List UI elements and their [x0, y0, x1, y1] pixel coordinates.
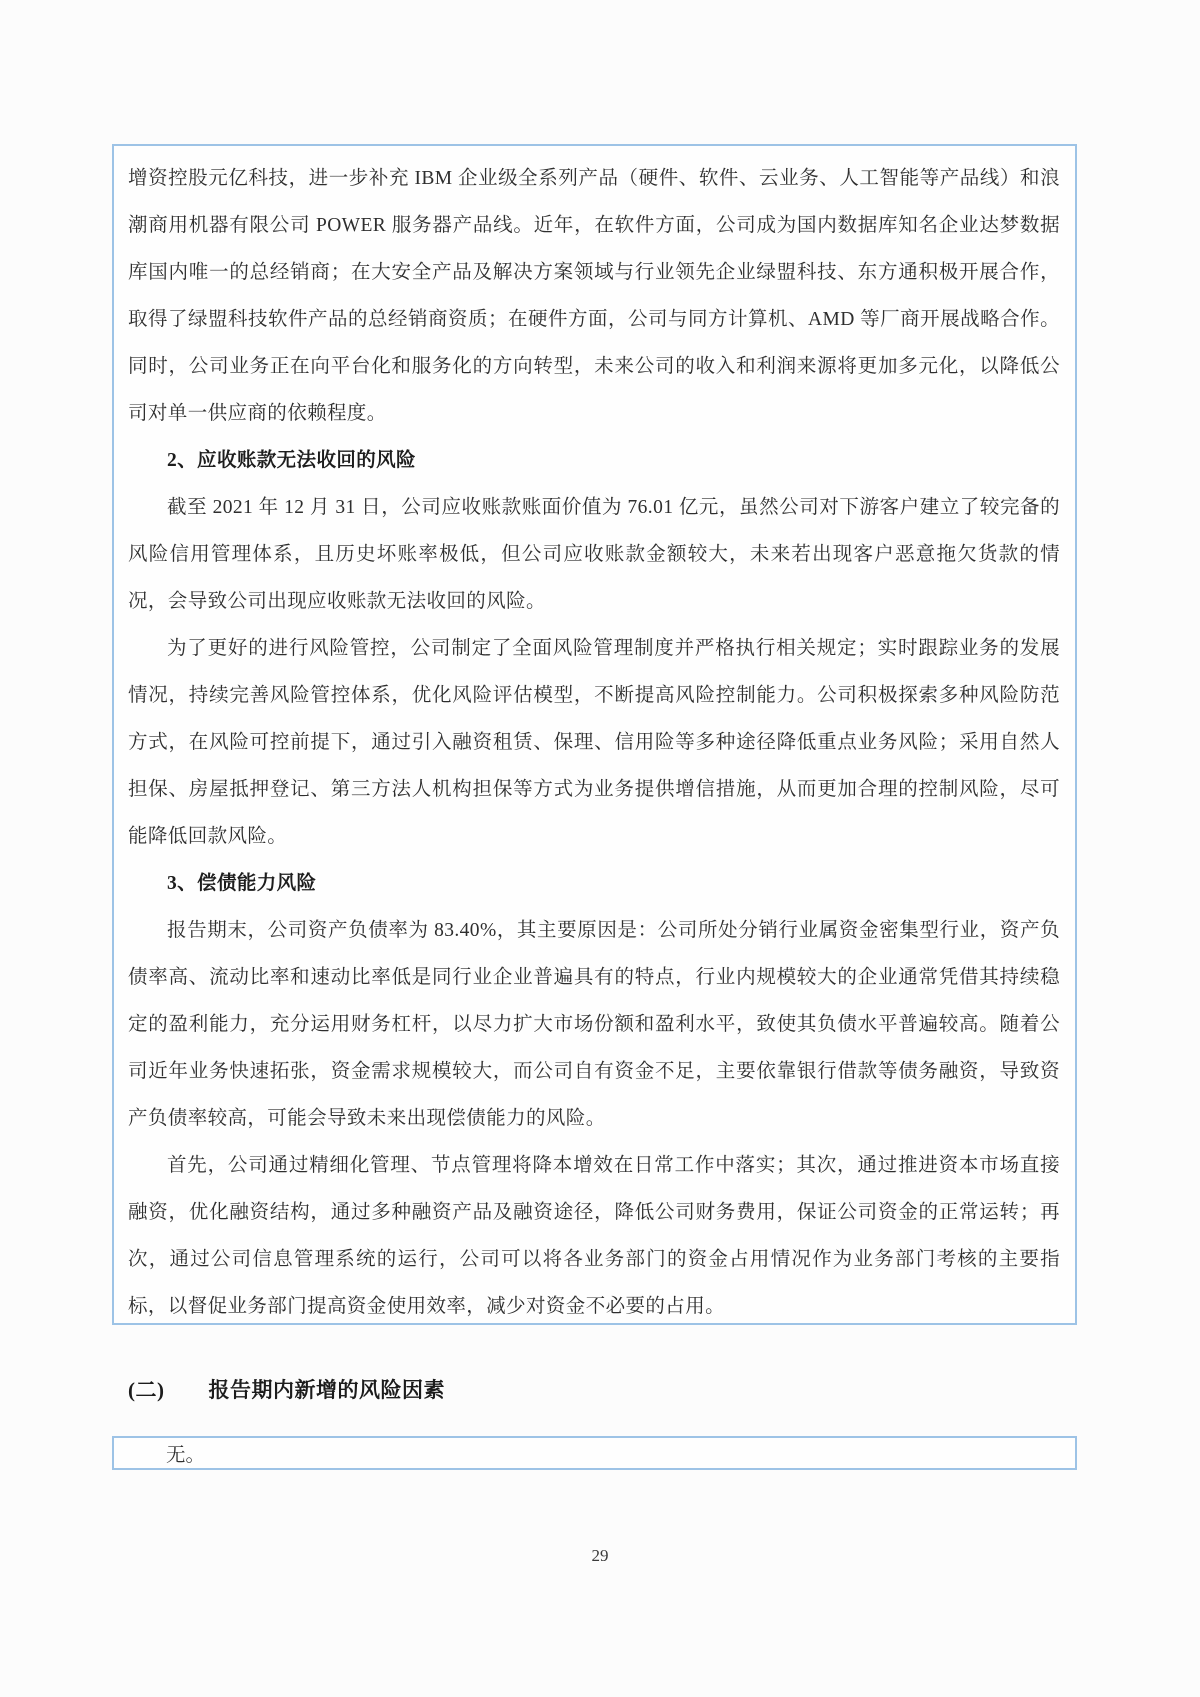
- section-number: (二): [128, 1378, 165, 1402]
- section-title: 报告期内新增的风险因素: [208, 1378, 445, 1402]
- page-number: 29: [591, 1546, 609, 1565]
- heading-solvency-risk: 3、偿债能力风险: [167, 873, 317, 894]
- paragraph-solvency-2: 首先，公司通过精细化管理、节点管理将降本增效在日常工作中落实；其次，通过推进资本市场直接融资，优化融资结构，通过多种融资产品及融资途径，降低公司财务费用，保证公司资金的正常运转；再次，通过公司信息管理系统的运行，公司可以将各业务部门的资金占用情况作为业务部门考核的主要指标，以督促业务部门提高资金使用效率，减少对资金不必要的占用。: [128, 1155, 1060, 1317]
- section-heading-new-risks: [128, 1374, 1028, 1404]
- paragraph-solvency-1: 报告期末，公司资产负债率为 83.40%，其主要原因是：公司所处分销行业属资金密集型行业，资产负债率高、流动比率和速动比率低是同行业企业普遍具有的特点，行业内规模较大的企业通常凭借其持续稳定的盈利能力，充分运用财务杠杆，以尽力扩大市场份额和盈利水平，致使其负债水平普遍较高。随着公司近年业务快速拓张，资金需求规模较大，而公司自有资金不足，主要依靠银行借款等债务融资，导致资产负债率较高，可能会导致未来出现偿债能力的风险。: [128, 920, 1060, 1129]
- new-risks-content-box: [112, 1436, 1077, 1470]
- paragraph-continuation: 增资控股元亿科技，进一步补充 IBM 企业级全系列产品（硬件、软件、云业务、人工智能等产品线）和浪潮商用机器有限公司 POWER 服务器产品线。近年，在软件方面，公司成为国内数据库知名企业达梦数据库国内唯一的总经销商；在大安全产品及解决方案领域与行业领先企业绿盟科技、东方通积极开展合作，取得了绿盟科技软件产品的总经销商资质；在硬件方面，公司与同方计算机、AMD 等厂商开展战略合作。同时，公司业务正在向平台化和服务化的方向转型，未来公司的收入和利润来源将更加多元化，以降低公司对单一供应商的依赖程度。: [128, 168, 1060, 424]
- paragraph-receivables-2: 为了更好的进行风险管控，公司制定了全面风险管理制度并严格执行相关规定；实时跟踪业务的发展情况，持续完善风险管控体系，优化风险评估模型，不断提高风险控制能力。公司积极探索多种风险防范方式，在风险可控前提下，通过引入融资租赁、保理、信用险等多种途径降低重点业务风险；采用自然人担保、房屋抵押登记、第三方法人机构担保等方式为业务提供增信措施，从而更加合理的控制风险，尽可能降低回款风险。: [128, 638, 1060, 847]
- heading-receivables-risk: 2、应收账款无法收回的风险: [167, 450, 416, 471]
- risk-factors-text-box: [112, 144, 1077, 1325]
- none-text: 无。: [166, 1445, 206, 1466]
- paragraph-receivables-1: 截至 2021 年 12 月 31 日，公司应收账款账面价值为 76.01 亿元，虽然公司对下游客户建立了较完备的风险信用管理体系，且历史坏账率极低，但公司应收账款金额较大，未来若出现客户恶意拖欠货款的情况，会导致公司出现应收账款无法收回的风险。: [128, 497, 1060, 612]
